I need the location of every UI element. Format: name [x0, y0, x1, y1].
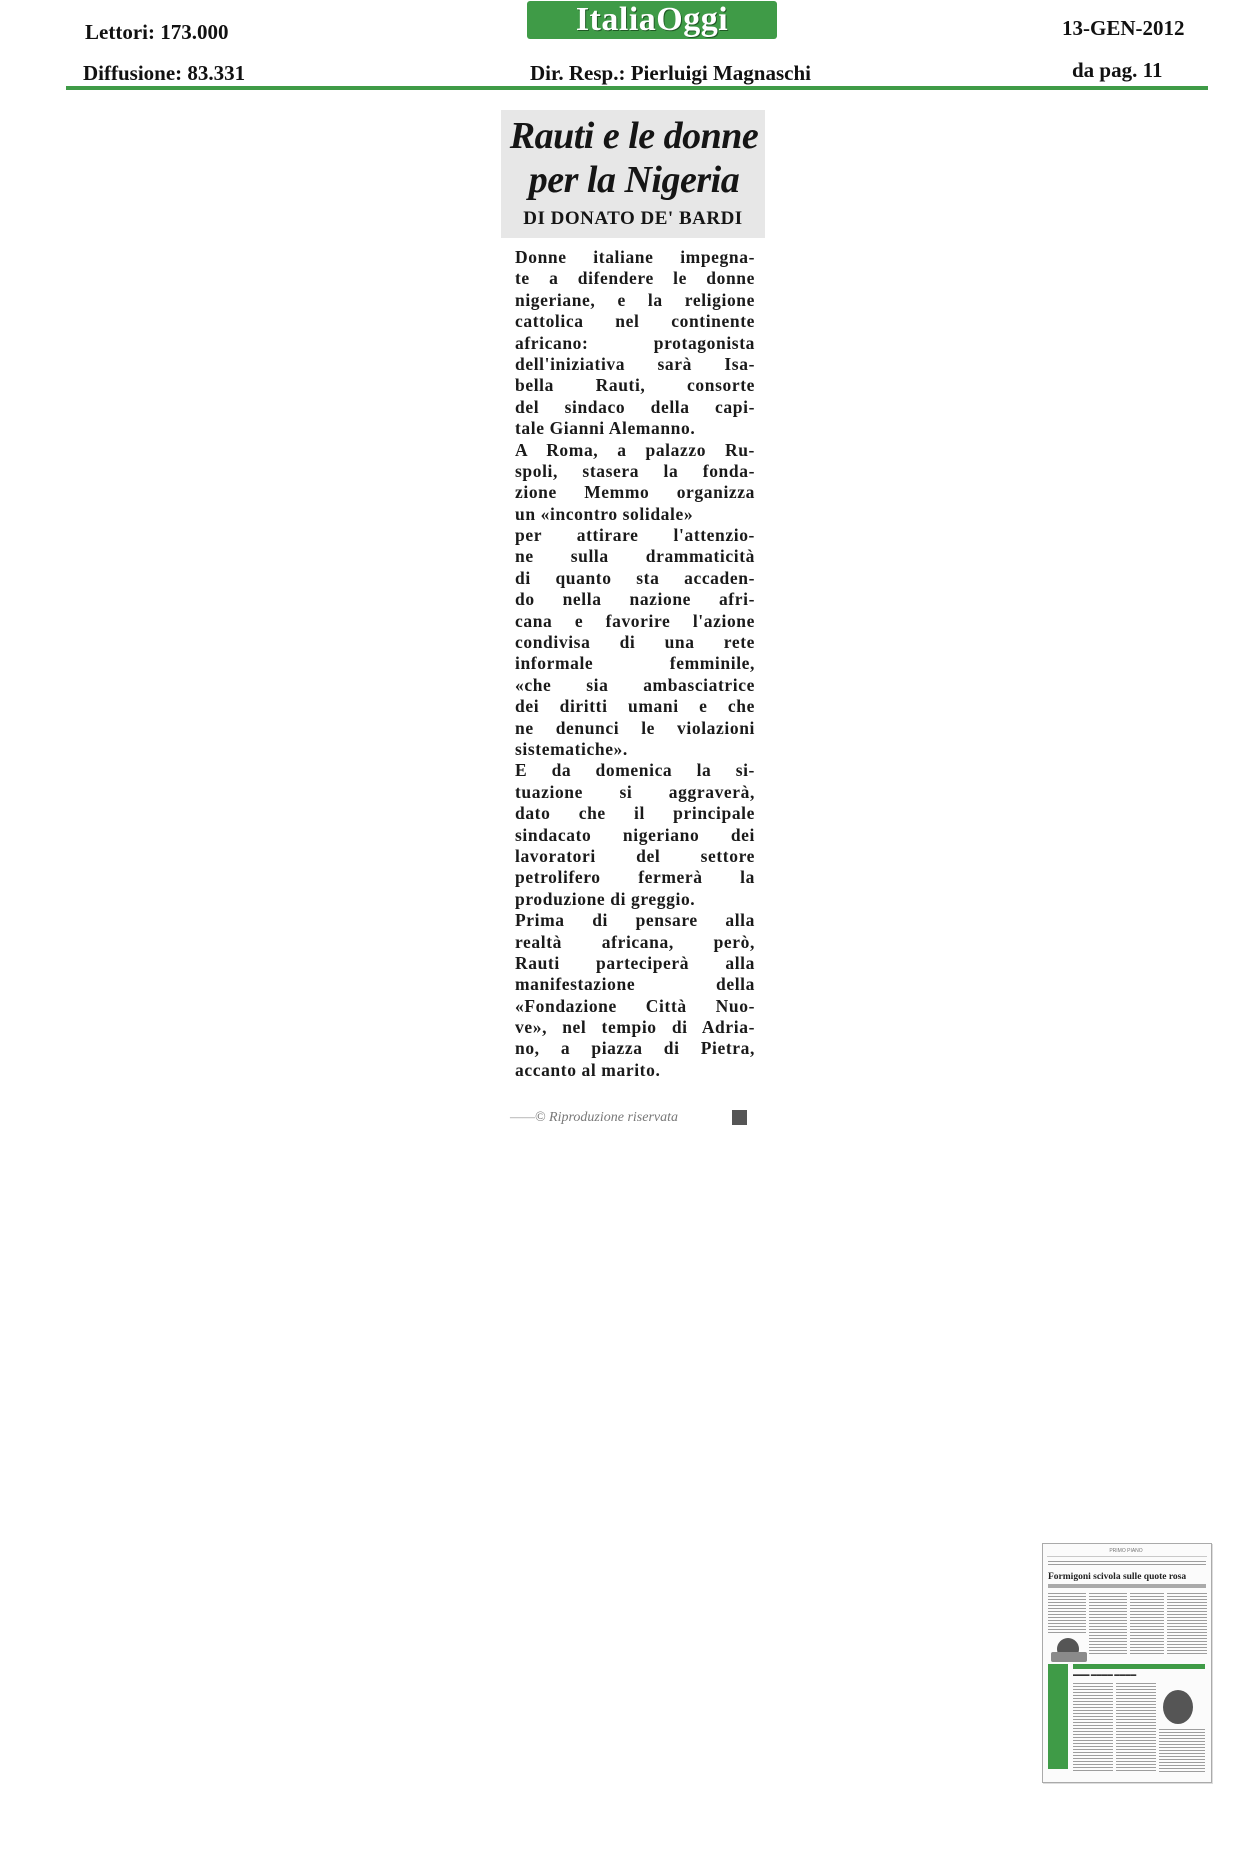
diffusione-label: Diffusione: 83.331 — [83, 61, 246, 85]
article-line: lavoratori del settore — [515, 845, 755, 866]
thumbnail-section: PRIMO PIANO — [1109, 1548, 1143, 1554]
article-line: africano: protagonista — [515, 332, 755, 353]
article-line: tuazione si aggraverà, — [515, 781, 755, 802]
article-line: te a difendere le donne — [515, 268, 755, 289]
thumbnail-strap — [1048, 1560, 1206, 1566]
thumbnail-photo-2 — [1163, 1690, 1193, 1724]
page-label: da pag. 11 — [1072, 58, 1163, 82]
thumbnail-second-headline: ▬▬▬ ▬▬▬▬ ▬▬▬▬ — [1073, 1672, 1137, 1678]
direttore-label: Dir. Resp.: Pierluigi Magnaschi — [530, 61, 811, 85]
article-line: ne denunci le violazioni — [515, 717, 755, 738]
article-line: informale femminile, — [515, 653, 755, 674]
thumbnail-column-5 — [1073, 1682, 1113, 1772]
article-line: ne sulla drammaticità — [515, 546, 755, 567]
article-line: spoli, stasera la fonda- — [515, 460, 755, 481]
copyright-dash: —— — [510, 1110, 535, 1125]
article-line: zione Memmo organizza — [515, 482, 755, 503]
lettori-label: Lettori: 173.000 — [85, 20, 229, 44]
article-line: di quanto sta accaden- — [515, 567, 755, 588]
article-line: per attirare l'attenzio- — [515, 525, 755, 546]
article-line: accanto al marito. — [515, 1059, 661, 1080]
article-line: sindacato nigeriano dei — [515, 824, 755, 845]
article-line: dell'iniziativa sarà Isa- — [515, 353, 755, 374]
page-thumbnail[interactable] — [1042, 1543, 1212, 1783]
thumbnail-column-3 — [1130, 1592, 1164, 1654]
copyright-text: © Riproduzione riservata — [534, 1110, 679, 1125]
thumbnail-green-box — [1048, 1664, 1068, 1769]
article-line: condivisa di una rete — [515, 632, 755, 653]
article-title-line-2: per la Nigeria — [528, 159, 740, 201]
thumbnail-subheadline — [1048, 1584, 1206, 1588]
end-mark-icon — [732, 1110, 747, 1125]
thumbnail-column-6 — [1116, 1682, 1156, 1772]
article-line: «Fondazione Città Nuo- — [515, 995, 755, 1016]
article-line: do nella nazione afri- — [515, 589, 755, 610]
article-line: E da domenica la si- — [515, 760, 755, 781]
article-line: nigeriane, e la religione — [515, 289, 755, 310]
article-line: Rauti parteciperà alla — [515, 952, 755, 973]
article-header — [501, 110, 765, 238]
article-line: bella Rauti, consorte — [515, 375, 755, 396]
article-line: dato che il principale — [515, 803, 755, 824]
article-line: sistematiche». — [515, 738, 628, 759]
article-line: tale Gianni Alemanno. — [515, 418, 696, 439]
article-line: Prima di pensare alla — [515, 910, 755, 931]
thumbnail-column-2 — [1089, 1592, 1127, 1654]
thumbnail-headline: Formigoni scivola sulle quote rosa — [1048, 1572, 1187, 1582]
header-rule — [66, 86, 1208, 90]
article-line: un «incontro solidale» — [515, 503, 694, 524]
article-line: realtà africana, però, — [515, 931, 755, 952]
article-line: A Roma, a palazzo Ru- — [515, 439, 755, 460]
thumbnail-column-1 — [1048, 1592, 1086, 1634]
article-line: manifestazione della — [515, 974, 755, 995]
article-line: «che sia ambasciatrice — [515, 674, 755, 695]
article-title — [509, 114, 759, 202]
thumbnail-column-4 — [1167, 1592, 1207, 1654]
article-line: ve», nel tempio di Adria- — [515, 1017, 755, 1038]
thumbnail-column-7 — [1159, 1728, 1205, 1772]
article-byline: DI DONATO DE' BARDI — [523, 208, 743, 229]
italiaoggi-logo: ItaliaOggi — [527, 1, 777, 39]
thumbnail-rule — [1047, 1556, 1207, 1557]
article-line: petrolifero fermerà la — [515, 867, 755, 888]
thumbnail-green-bar — [1073, 1664, 1205, 1669]
thumbnail-portrait-body — [1051, 1652, 1087, 1662]
article-line: Donne italiane impegna- — [515, 247, 755, 267]
article-line: dei diritti umani e che — [515, 696, 755, 717]
article-title-line-1: Rauti e le donne — [509, 115, 759, 157]
date-label: 13-GEN-2012 — [1062, 16, 1185, 40]
article-line: no, a piazza di Pietra, — [515, 1038, 755, 1059]
article-line: produzione di greggio. — [515, 888, 696, 909]
article-body — [515, 247, 755, 1081]
article-line: del sindaco della capi- — [515, 396, 755, 417]
article-line: cana e favorire l'azione — [515, 610, 755, 631]
copyright-notice — [510, 1106, 760, 1130]
article-line: cattolica nel continente — [515, 311, 755, 332]
